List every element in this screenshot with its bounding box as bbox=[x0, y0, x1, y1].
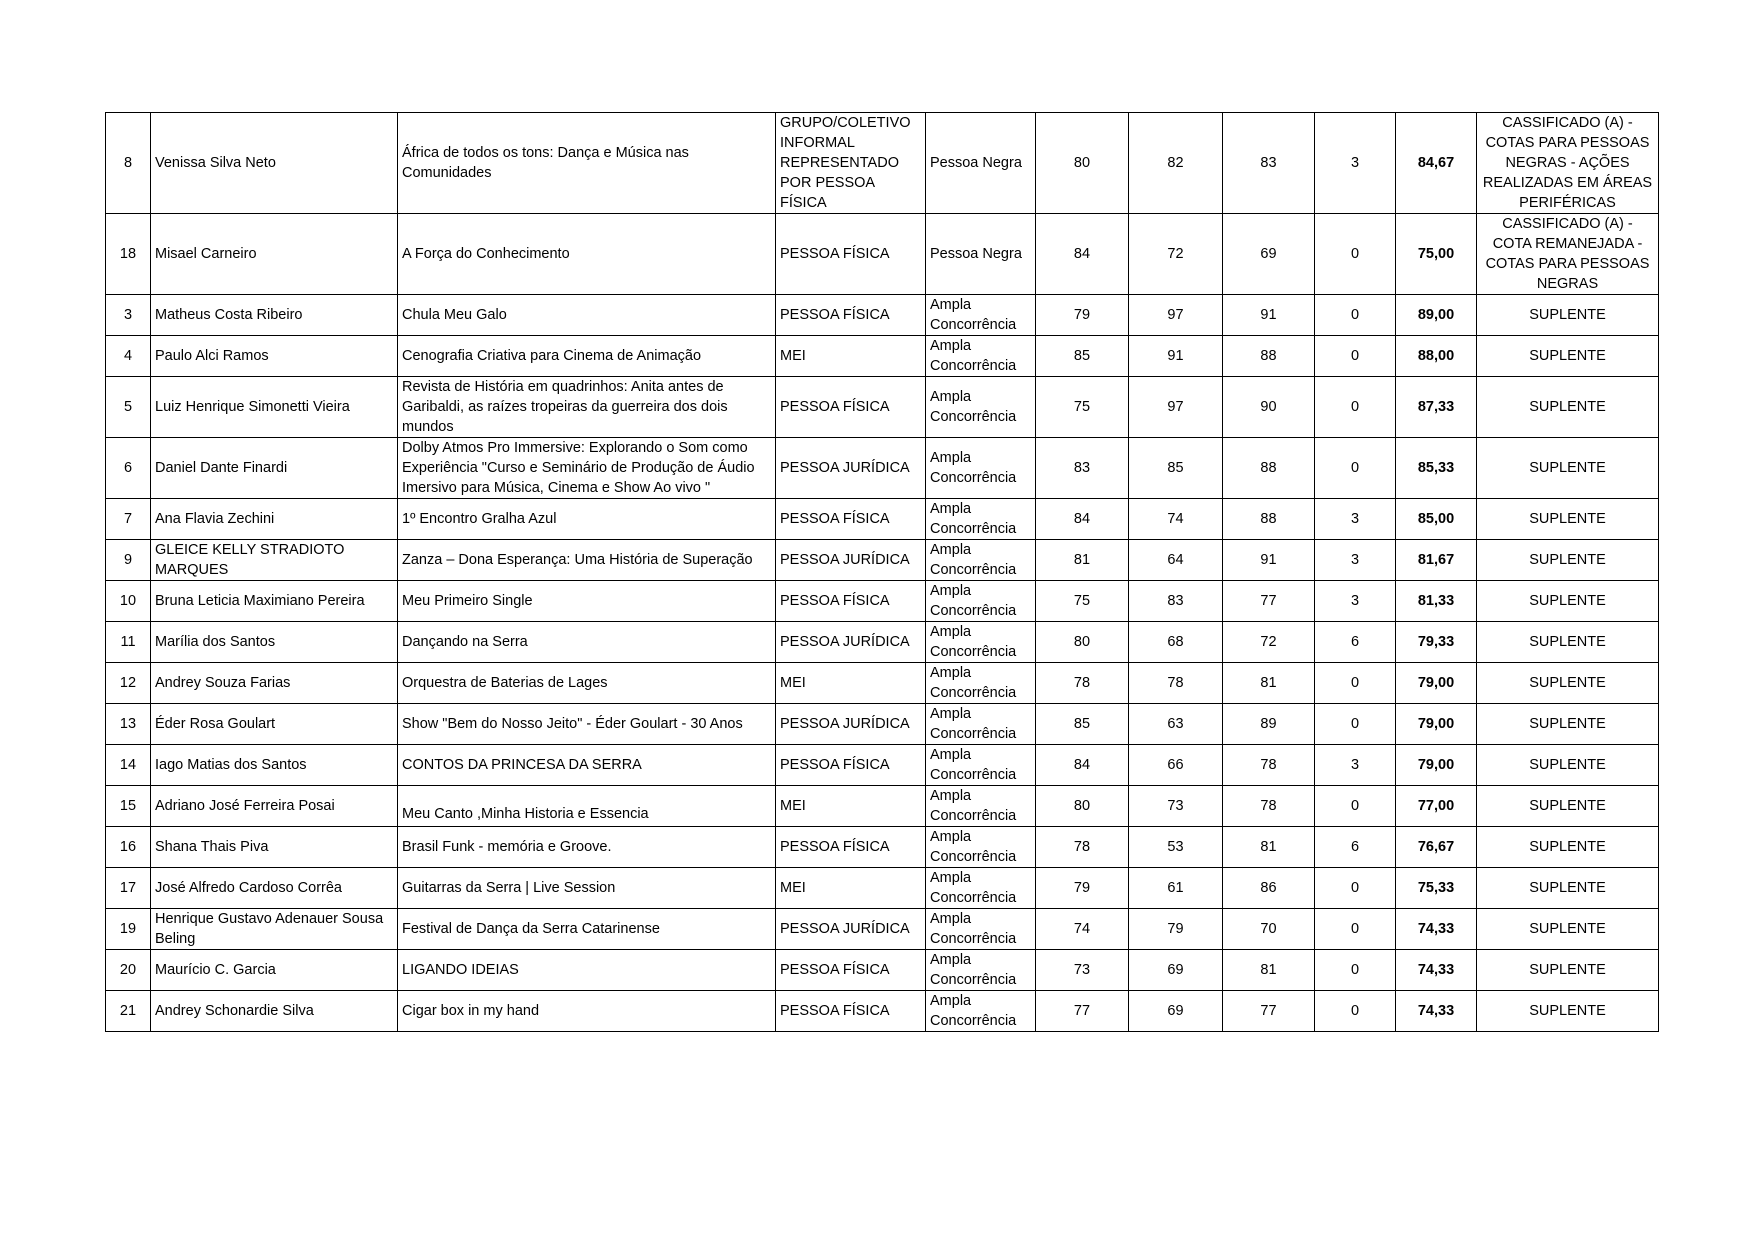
competition-category: Ampla Concorrência bbox=[926, 295, 1036, 336]
table-row bbox=[106, 540, 1659, 581]
competition-category: Ampla Concorrência bbox=[926, 909, 1036, 950]
applicant-type: MEI bbox=[776, 663, 926, 704]
applicant-type: PESSOA FÍSICA bbox=[776, 377, 926, 438]
score-2: 72 bbox=[1129, 214, 1223, 295]
score-3: 91 bbox=[1223, 295, 1315, 336]
final-score: 85,00 bbox=[1396, 499, 1477, 540]
competition-category: Pessoa Negra bbox=[926, 113, 1036, 214]
result-status: SUPLENTE bbox=[1477, 704, 1659, 745]
applicant-name: Matheus Costa Ribeiro bbox=[151, 295, 398, 336]
applicant-type: PESSOA FÍSICA bbox=[776, 745, 926, 786]
table-row bbox=[106, 377, 1659, 438]
result-status: SUPLENTE bbox=[1477, 622, 1659, 663]
bonus-points: 0 bbox=[1315, 663, 1396, 704]
project-title: Meu Primeiro Single bbox=[398, 581, 776, 622]
score-1: 79 bbox=[1036, 295, 1129, 336]
applicant-type: PESSOA FÍSICA bbox=[776, 827, 926, 868]
result-status: SUPLENTE bbox=[1477, 868, 1659, 909]
final-score: 79,33 bbox=[1396, 622, 1477, 663]
applicant-type: PESSOA JURÍDICA bbox=[776, 704, 926, 745]
competition-category: Ampla Concorrência bbox=[926, 438, 1036, 499]
score-1: 85 bbox=[1036, 704, 1129, 745]
project-title: Festival de Dança da Serra Catarinense bbox=[398, 909, 776, 950]
bonus-points: 0 bbox=[1315, 991, 1396, 1032]
result-status: SUPLENTE bbox=[1477, 377, 1659, 438]
table-row bbox=[106, 950, 1659, 991]
row-number: 6 bbox=[106, 438, 151, 499]
score-3: 70 bbox=[1223, 909, 1315, 950]
final-score: 85,33 bbox=[1396, 438, 1477, 499]
score-1: 75 bbox=[1036, 581, 1129, 622]
score-1: 84 bbox=[1036, 499, 1129, 540]
final-score: 81,67 bbox=[1396, 540, 1477, 581]
applicant-name: Iago Matias dos Santos bbox=[151, 745, 398, 786]
final-score: 74,33 bbox=[1396, 991, 1477, 1032]
bonus-points: 0 bbox=[1315, 909, 1396, 950]
score-2: 74 bbox=[1129, 499, 1223, 540]
row-number: 12 bbox=[106, 663, 151, 704]
score-3: 88 bbox=[1223, 336, 1315, 377]
score-1: 79 bbox=[1036, 868, 1129, 909]
applicant-name: Adriano José Ferreira Posai bbox=[151, 786, 398, 827]
score-1: 80 bbox=[1036, 113, 1129, 214]
table-row bbox=[106, 214, 1659, 295]
score-2: 53 bbox=[1129, 827, 1223, 868]
row-number: 15 bbox=[106, 786, 151, 827]
table-row bbox=[106, 663, 1659, 704]
bonus-points: 3 bbox=[1315, 581, 1396, 622]
applicant-name: Henrique Gustavo Adenauer Sousa Beling bbox=[151, 909, 398, 950]
competition-category: Ampla Concorrência bbox=[926, 868, 1036, 909]
result-status: CASSIFICADO (A) - COTA REMANEJADA - COTAS PARA PESSOAS NEGRAS bbox=[1477, 214, 1659, 295]
applicant-type: MEI bbox=[776, 786, 926, 827]
table-row bbox=[106, 295, 1659, 336]
score-3: 83 bbox=[1223, 113, 1315, 214]
table-row bbox=[106, 336, 1659, 377]
score-1: 80 bbox=[1036, 622, 1129, 663]
project-title: Brasil Funk - memória e Groove. bbox=[398, 827, 776, 868]
result-status: CASSIFICADO (A) - COTAS PARA PESSOAS NEGRAS - AÇÕES REALIZADAS EM ÁREAS PERIFÉRICAS bbox=[1477, 113, 1659, 214]
final-score: 79,00 bbox=[1396, 745, 1477, 786]
results-table bbox=[105, 112, 1659, 1032]
applicant-name: Bruna Leticia Maximiano Pereira bbox=[151, 581, 398, 622]
applicant-type: PESSOA JURÍDICA bbox=[776, 622, 926, 663]
score-2: 79 bbox=[1129, 909, 1223, 950]
result-status: SUPLENTE bbox=[1477, 499, 1659, 540]
score-3: 77 bbox=[1223, 581, 1315, 622]
applicant-name: Venissa Silva Neto bbox=[151, 113, 398, 214]
result-status: SUPLENTE bbox=[1477, 786, 1659, 827]
score-3: 78 bbox=[1223, 745, 1315, 786]
table-row bbox=[106, 745, 1659, 786]
applicant-type: PESSOA FÍSICA bbox=[776, 991, 926, 1032]
score-2: 97 bbox=[1129, 295, 1223, 336]
score-1: 78 bbox=[1036, 827, 1129, 868]
final-score: 79,00 bbox=[1396, 663, 1477, 704]
applicant-type: MEI bbox=[776, 868, 926, 909]
bonus-points: 3 bbox=[1315, 499, 1396, 540]
score-1: 84 bbox=[1036, 745, 1129, 786]
applicant-type: PESSOA FÍSICA bbox=[776, 214, 926, 295]
score-1: 78 bbox=[1036, 663, 1129, 704]
score-2: 83 bbox=[1129, 581, 1223, 622]
score-1: 80 bbox=[1036, 786, 1129, 827]
competition-category: Ampla Concorrência bbox=[926, 499, 1036, 540]
table-row bbox=[106, 581, 1659, 622]
score-3: 81 bbox=[1223, 663, 1315, 704]
table-row bbox=[106, 868, 1659, 909]
score-3: 81 bbox=[1223, 950, 1315, 991]
row-number: 21 bbox=[106, 991, 151, 1032]
bonus-points: 3 bbox=[1315, 540, 1396, 581]
final-score: 75,00 bbox=[1396, 214, 1477, 295]
result-status: SUPLENTE bbox=[1477, 745, 1659, 786]
applicant-type: PESSOA JURÍDICA bbox=[776, 438, 926, 499]
score-2: 73 bbox=[1129, 786, 1223, 827]
table-row bbox=[106, 622, 1659, 663]
row-number: 3 bbox=[106, 295, 151, 336]
score-3: 77 bbox=[1223, 991, 1315, 1032]
applicant-name: Andrey Schonardie Silva bbox=[151, 991, 398, 1032]
project-title: Dolby Atmos Pro Immersive: Explorando o Som como Experiência "Curso e Seminário de Produção de Áudio Imersivo para Música, Cinema e Show Ao vivo " bbox=[398, 438, 776, 499]
result-status: SUPLENTE bbox=[1477, 438, 1659, 499]
bonus-points: 0 bbox=[1315, 950, 1396, 991]
project-title: CONTOS DA PRINCESA DA SERRA bbox=[398, 745, 776, 786]
bonus-points: 6 bbox=[1315, 827, 1396, 868]
applicant-name: Misael Carneiro bbox=[151, 214, 398, 295]
final-score: 81,33 bbox=[1396, 581, 1477, 622]
project-title: Revista de História em quadrinhos: Anita antes de Garibaldi, as raízes tropeiras da guerreira dos dois mundos bbox=[398, 377, 776, 438]
table-row bbox=[106, 438, 1659, 499]
result-status: SUPLENTE bbox=[1477, 663, 1659, 704]
score-1: 83 bbox=[1036, 438, 1129, 499]
row-number: 14 bbox=[106, 745, 151, 786]
score-1: 74 bbox=[1036, 909, 1129, 950]
score-3: 88 bbox=[1223, 438, 1315, 499]
project-title: Guitarras da Serra | Live Session bbox=[398, 868, 776, 909]
final-score: 74,33 bbox=[1396, 950, 1477, 991]
result-status: SUPLENTE bbox=[1477, 581, 1659, 622]
score-2: 78 bbox=[1129, 663, 1223, 704]
project-title: LIGANDO IDEIAS bbox=[398, 950, 776, 991]
applicant-name: José Alfredo Cardoso Corrêa bbox=[151, 868, 398, 909]
results-table-body bbox=[106, 113, 1659, 1032]
result-status: SUPLENTE bbox=[1477, 540, 1659, 581]
competition-category: Ampla Concorrência bbox=[926, 377, 1036, 438]
result-status: SUPLENTE bbox=[1477, 991, 1659, 1032]
score-1: 75 bbox=[1036, 377, 1129, 438]
competition-category: Ampla Concorrência bbox=[926, 581, 1036, 622]
row-number: 7 bbox=[106, 499, 151, 540]
project-title: Show "Bem do Nosso Jeito" - Éder Goulart - 30 Anos bbox=[398, 704, 776, 745]
bonus-points: 0 bbox=[1315, 786, 1396, 827]
result-status: SUPLENTE bbox=[1477, 295, 1659, 336]
project-title: Chula Meu Galo bbox=[398, 295, 776, 336]
bonus-points: 3 bbox=[1315, 745, 1396, 786]
applicant-name: Andrey Souza Farias bbox=[151, 663, 398, 704]
applicant-name: Luiz Henrique Simonetti Vieira bbox=[151, 377, 398, 438]
row-number: 20 bbox=[106, 950, 151, 991]
applicant-type: PESSOA FÍSICA bbox=[776, 950, 926, 991]
score-1: 85 bbox=[1036, 336, 1129, 377]
project-title: Cigar box in my hand bbox=[398, 991, 776, 1032]
score-1: 81 bbox=[1036, 540, 1129, 581]
result-status: SUPLENTE bbox=[1477, 336, 1659, 377]
row-number: 13 bbox=[106, 704, 151, 745]
applicant-name: GLEICE KELLY STRADIOTO MARQUES bbox=[151, 540, 398, 581]
score-1: 84 bbox=[1036, 214, 1129, 295]
row-number: 5 bbox=[106, 377, 151, 438]
row-number: 11 bbox=[106, 622, 151, 663]
applicant-type: PESSOA FÍSICA bbox=[776, 499, 926, 540]
score-2: 91 bbox=[1129, 336, 1223, 377]
row-number: 19 bbox=[106, 909, 151, 950]
applicant-name: Éder Rosa Goulart bbox=[151, 704, 398, 745]
applicant-type: PESSOA FÍSICA bbox=[776, 581, 926, 622]
competition-category: Ampla Concorrência bbox=[926, 950, 1036, 991]
result-status: SUPLENTE bbox=[1477, 909, 1659, 950]
score-2: 64 bbox=[1129, 540, 1223, 581]
score-3: 78 bbox=[1223, 786, 1315, 827]
project-title: A Força do Conhecimento bbox=[398, 214, 776, 295]
score-3: 88 bbox=[1223, 499, 1315, 540]
row-number: 8 bbox=[106, 113, 151, 214]
score-3: 69 bbox=[1223, 214, 1315, 295]
final-score: 89,00 bbox=[1396, 295, 1477, 336]
table-row bbox=[106, 704, 1659, 745]
final-score: 75,33 bbox=[1396, 868, 1477, 909]
table-row bbox=[106, 786, 1659, 827]
project-title: Meu Canto ,Minha Historia e Essencia bbox=[398, 786, 776, 827]
final-score: 79,00 bbox=[1396, 704, 1477, 745]
project-title: Zanza – Dona Esperança: Uma História de Superação bbox=[398, 540, 776, 581]
bonus-points: 0 bbox=[1315, 438, 1396, 499]
row-number: 17 bbox=[106, 868, 151, 909]
score-2: 82 bbox=[1129, 113, 1223, 214]
competition-category: Ampla Concorrência bbox=[926, 786, 1036, 827]
competition-category: Ampla Concorrência bbox=[926, 827, 1036, 868]
competition-category: Ampla Concorrência bbox=[926, 663, 1036, 704]
project-title: África de todos os tons: Dança e Música nas Comunidades bbox=[398, 113, 776, 214]
score-3: 90 bbox=[1223, 377, 1315, 438]
final-score: 87,33 bbox=[1396, 377, 1477, 438]
applicant-type: MEI bbox=[776, 336, 926, 377]
applicant-name: Shana Thais Piva bbox=[151, 827, 398, 868]
bonus-points: 0 bbox=[1315, 295, 1396, 336]
table-row bbox=[106, 113, 1659, 214]
final-score: 77,00 bbox=[1396, 786, 1477, 827]
project-title: Cenografia Criativa para Cinema de Animação bbox=[398, 336, 776, 377]
results-sheet bbox=[105, 112, 1659, 1032]
final-score: 74,33 bbox=[1396, 909, 1477, 950]
bonus-points: 0 bbox=[1315, 214, 1396, 295]
row-number: 10 bbox=[106, 581, 151, 622]
project-title: 1º Encontro Gralha Azul bbox=[398, 499, 776, 540]
applicant-name: Maurício C. Garcia bbox=[151, 950, 398, 991]
bonus-points: 0 bbox=[1315, 868, 1396, 909]
competition-category: Pessoa Negra bbox=[926, 214, 1036, 295]
score-3: 72 bbox=[1223, 622, 1315, 663]
score-1: 73 bbox=[1036, 950, 1129, 991]
competition-category: Ampla Concorrência bbox=[926, 622, 1036, 663]
score-3: 89 bbox=[1223, 704, 1315, 745]
score-2: 97 bbox=[1129, 377, 1223, 438]
table-row bbox=[106, 499, 1659, 540]
score-2: 85 bbox=[1129, 438, 1223, 499]
row-number: 16 bbox=[106, 827, 151, 868]
score-2: 69 bbox=[1129, 991, 1223, 1032]
applicant-type: PESSOA FÍSICA bbox=[776, 295, 926, 336]
row-number: 4 bbox=[106, 336, 151, 377]
result-status: SUPLENTE bbox=[1477, 950, 1659, 991]
final-score: 88,00 bbox=[1396, 336, 1477, 377]
score-2: 68 bbox=[1129, 622, 1223, 663]
applicant-type: GRUPO/COLETIVO INFORMAL REPRESENTADO POR PESSOA FÍSICA bbox=[776, 113, 926, 214]
score-3: 81 bbox=[1223, 827, 1315, 868]
table-row bbox=[106, 909, 1659, 950]
result-status: SUPLENTE bbox=[1477, 827, 1659, 868]
applicant-name: Daniel Dante Finardi bbox=[151, 438, 398, 499]
score-2: 66 bbox=[1129, 745, 1223, 786]
final-score: 76,67 bbox=[1396, 827, 1477, 868]
table-row bbox=[106, 991, 1659, 1032]
competition-category: Ampla Concorrência bbox=[926, 745, 1036, 786]
project-title: Orquestra de Baterias de Lages bbox=[398, 663, 776, 704]
score-2: 61 bbox=[1129, 868, 1223, 909]
applicant-type: PESSOA JURÍDICA bbox=[776, 540, 926, 581]
competition-category: Ampla Concorrência bbox=[926, 336, 1036, 377]
bonus-points: 0 bbox=[1315, 336, 1396, 377]
row-number: 18 bbox=[106, 214, 151, 295]
score-3: 86 bbox=[1223, 868, 1315, 909]
table-row bbox=[106, 827, 1659, 868]
competition-category: Ampla Concorrência bbox=[926, 704, 1036, 745]
bonus-points: 3 bbox=[1315, 113, 1396, 214]
score-2: 69 bbox=[1129, 950, 1223, 991]
bonus-points: 0 bbox=[1315, 704, 1396, 745]
applicant-name: Ana Flavia Zechini bbox=[151, 499, 398, 540]
score-3: 91 bbox=[1223, 540, 1315, 581]
competition-category: Ampla Concorrência bbox=[926, 540, 1036, 581]
final-score: 84,67 bbox=[1396, 113, 1477, 214]
bonus-points: 0 bbox=[1315, 377, 1396, 438]
bonus-points: 6 bbox=[1315, 622, 1396, 663]
row-number: 9 bbox=[106, 540, 151, 581]
competition-category: Ampla Concorrência bbox=[926, 991, 1036, 1032]
applicant-name: Marília dos Santos bbox=[151, 622, 398, 663]
applicant-name: Paulo Alci Ramos bbox=[151, 336, 398, 377]
project-title: Dançando na Serra bbox=[398, 622, 776, 663]
applicant-type: PESSOA JURÍDICA bbox=[776, 909, 926, 950]
score-2: 63 bbox=[1129, 704, 1223, 745]
score-1: 77 bbox=[1036, 991, 1129, 1032]
